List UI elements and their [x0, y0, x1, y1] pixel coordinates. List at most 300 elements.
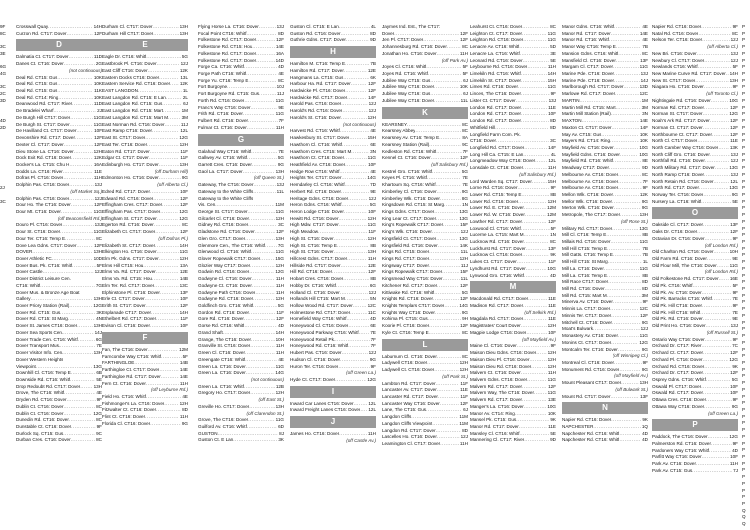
street-name: Ladywell CT16: Dover [382, 360, 428, 366]
grid-reference: 8C [642, 50, 648, 56]
street-entry [198, 58, 284, 65]
leader-dots [609, 165, 641, 172]
street-name: DOVER [16, 249, 33, 255]
leader-dots [340, 169, 370, 176]
street-name: Norman Ct. CT17: Dover [652, 124, 703, 130]
grid-reference: 8C [642, 171, 648, 177]
street-name: Godwyne Cl. CT16: Dover [198, 276, 252, 282]
leader-dots [252, 44, 274, 51]
street-name: Gore Rd. CT16: Dover [198, 316, 244, 322]
grid-reference: 10G [547, 265, 556, 271]
grid-reference: 1L [642, 259, 648, 265]
street-name: Gordon Rd. CT16: Dover [198, 309, 250, 315]
edge-fragment: P [742, 319, 746, 325]
street-name: Kittiwake Rd. CT16: Whitf [382, 289, 435, 295]
street-name: Downside Rd. CT16: Whitf [16, 376, 71, 382]
grid-reference: 4L [370, 24, 376, 29]
street-entry [102, 347, 188, 354]
leader-dots [611, 313, 639, 320]
street-name: Martin Mill Rd. CT15: Mart [562, 104, 616, 110]
street-name: Gorse Rd. CT16: Whitf [198, 323, 245, 329]
street-entry [652, 105, 738, 112]
leader-dots [434, 367, 458, 374]
leader-dots [702, 454, 729, 461]
grid-reference: 11F [180, 316, 188, 322]
grid-reference: 10K [639, 131, 648, 137]
leader-dots [145, 296, 179, 303]
street-entry [470, 192, 556, 199]
leader-dots [143, 263, 178, 270]
street-name: North Camber Way CT16: Dover [652, 144, 719, 150]
street-entry [16, 424, 102, 431]
street-name: East Langdon Rd. CT15: E Lan [102, 94, 166, 100]
street-name: Kingsway CT17: Dover [382, 262, 429, 268]
street-name: Old Flour Mill, The CT16: Dover [652, 262, 717, 268]
leader-dots [524, 239, 549, 246]
street-name: Viewpoint [16, 363, 36, 369]
grid-reference: 8D [550, 124, 556, 130]
street-name: Old Charlton Rd. CT16: Dover [652, 249, 714, 255]
grid-reference: 4L [550, 151, 556, 157]
leader-dots [245, 357, 277, 364]
leader-dots [522, 384, 547, 391]
leader-dots [593, 424, 640, 431]
section-letter-header: O [652, 207, 738, 219]
street-name: Franc's Way CT16: Dover [198, 104, 251, 110]
leader-dots [523, 58, 550, 65]
street-entry [382, 360, 468, 367]
grid-reference: 14B [179, 360, 188, 366]
street-entry [198, 256, 284, 263]
grid-reference: 12F [460, 296, 468, 302]
street-name: Fishmonger's La. CT16: Dover [102, 400, 165, 406]
street-entry [16, 31, 102, 38]
edge-fragment: P [742, 259, 746, 265]
grid-reference: 4D [732, 447, 738, 453]
leader-dots [60, 229, 92, 236]
street-name: Oaks Dr. CT16: Dover [652, 229, 698, 235]
grid-reference: 5F [462, 64, 468, 70]
street-entry [382, 44, 468, 51]
street-entry [562, 84, 648, 91]
grid-reference: 9E [278, 104, 284, 110]
leader-dots [703, 111, 729, 118]
street-name: Noah's Ark Rd. CT17: Dover [652, 118, 710, 124]
street-entry [470, 105, 556, 112]
street-name: Dour Ter. CT16: Temp E [16, 235, 66, 241]
grid-reference: 9F [642, 299, 648, 305]
street-name: Oswald Rd. CT17: Dover [652, 390, 704, 396]
grid-reference: 11H [179, 414, 188, 420]
edge-grid-ref: 3C [0, 84, 6, 90]
leader-dots [256, 37, 275, 44]
street-entry [562, 132, 648, 139]
street-entry [198, 44, 284, 51]
index-note [562, 387, 648, 394]
street-name: Crosswall Quay [16, 24, 49, 29]
street-entry [290, 236, 376, 243]
street-entry [198, 310, 284, 317]
grid-reference: 9F [550, 343, 556, 349]
street-name: Madison Rd. CT17: Dover [470, 303, 524, 309]
leader-dots [251, 105, 278, 112]
street-entry [652, 441, 738, 448]
grid-reference: 13A [179, 262, 188, 268]
street-name: Durlock Sq. CT15: Gus [16, 430, 64, 436]
edge-grid-ref: 3E [0, 50, 6, 56]
edge-grid-ref [0, 427, 12, 434]
leader-dots [341, 31, 370, 38]
street-entry [562, 165, 648, 172]
grid-reference: 7E [96, 343, 102, 349]
street-name: Focal Point CT16: Whitf [198, 30, 247, 36]
leader-dots [243, 169, 275, 176]
street-entry [290, 229, 376, 236]
leader-dots [146, 394, 181, 401]
leader-dots [519, 44, 549, 51]
leader-dots [244, 316, 275, 323]
leader-dots [436, 428, 462, 435]
leader-dots [608, 279, 641, 286]
grid-reference: 11E [548, 316, 556, 322]
edge-fragment: Q [742, 507, 746, 513]
grid-reference: 8C [462, 121, 468, 127]
grid-reference: 8C [462, 329, 468, 335]
street-name: Eastern Service Rd. CT16: Dover [102, 81, 171, 87]
street-entry [102, 249, 188, 256]
leader-dots [517, 343, 550, 350]
street-entry [198, 296, 284, 303]
edge-fragment: P [742, 393, 746, 399]
grid-reference: 14J [640, 77, 648, 83]
street-entry [290, 350, 376, 357]
street-name: Fitzwalter Ct. CT16: Dover [102, 407, 157, 413]
street-name: Kings Gdns. CT17: Dover [382, 208, 435, 214]
street-name: High St. CT16: Dover [290, 235, 334, 241]
street-name: Orchard Ct. CT17: Dover [652, 350, 704, 356]
street-name: Moat's Bulwark [562, 326, 594, 332]
street-name: Guston Cl. CT15: E Lan [290, 24, 339, 29]
grid-reference: 12F [730, 370, 738, 376]
edge-grid-ref [0, 441, 12, 448]
street-entry [16, 397, 102, 404]
grid-reference: 13L [180, 74, 188, 80]
street-name: Mayers Rd. CT14: Ring [562, 138, 610, 144]
leader-dots [243, 111, 275, 118]
grid-reference: 9G [181, 420, 188, 426]
street-entry [198, 155, 284, 162]
leader-dots [522, 397, 547, 404]
index-column [16, 24, 102, 444]
leader-dots [423, 37, 459, 44]
grid-reference: 11J [180, 121, 188, 127]
edge-grid-ref [0, 299, 12, 306]
leader-dots [69, 196, 93, 203]
leader-dots [520, 51, 550, 58]
street-entry [470, 239, 556, 246]
grid-reference: 11M [459, 414, 468, 420]
grid-reference: 11E [548, 104, 556, 110]
grid-reference: 9G [641, 319, 648, 325]
leader-dots [150, 421, 181, 428]
grid-reference: 9G [461, 188, 468, 194]
grid-reference: 9H [462, 316, 468, 322]
street-entry [470, 273, 556, 280]
leader-dots [432, 169, 461, 176]
grid-reference: 8C [182, 222, 188, 228]
street-entry [102, 421, 188, 428]
leader-dots [156, 269, 179, 276]
street-entry [652, 125, 738, 132]
street-entry [290, 189, 376, 196]
index-note [562, 219, 648, 226]
leader-dots [69, 162, 92, 169]
street-entry [382, 276, 468, 283]
street-entry [382, 142, 468, 149]
edge-grid-ref [0, 259, 12, 266]
leader-dots [250, 390, 274, 397]
leader-dots [161, 374, 179, 381]
leader-dots [227, 84, 275, 91]
note-text: (off Durham Hill) [154, 168, 188, 174]
street-name: Millais Rd. CT16: Dover [562, 239, 611, 244]
street-entry [16, 283, 102, 290]
street-entry [102, 222, 188, 229]
leader-dots [708, 434, 729, 441]
street-entry [652, 118, 738, 125]
street-entry [16, 61, 102, 68]
street-entry [198, 98, 284, 105]
leader-dots [439, 135, 461, 142]
street-entry [382, 222, 468, 229]
leader-dots [612, 125, 640, 132]
street-name: Hudson Cl. CT16: Dover [290, 356, 341, 362]
grid-reference: 7E [732, 296, 738, 302]
street-entry [652, 158, 738, 165]
grid-reference: 11J [276, 91, 284, 97]
street-name: Martin Mill Station (Rail) [562, 111, 611, 117]
street-name: Knights Way CT16: Dover [382, 309, 435, 315]
street-name: Mill La. CT16: Temp E [562, 272, 608, 278]
street-entry [198, 64, 284, 71]
street-name: Parfitt Way CT16: Dover [652, 454, 702, 460]
grid-reference: 14H [547, 71, 556, 77]
street-entry [652, 310, 738, 317]
street-name: Kearsney Abbey [382, 128, 416, 134]
street-entry [652, 448, 738, 455]
leader-dots [611, 394, 640, 401]
grid-reference: 10G [547, 403, 556, 409]
street-entry [652, 296, 738, 303]
street-name: Hillcrest Gdns. CT17: Dover [290, 256, 348, 261]
edge-grid-ref [0, 239, 12, 246]
leader-dots [60, 343, 95, 350]
street-name: Hobby Dr. CT16: Whitf [290, 282, 336, 288]
street-entry [652, 377, 738, 384]
street-name: Magdala Rd. CT17: Dover [470, 316, 524, 322]
grid-reference: 7G [95, 282, 102, 288]
street-name: Maine Cl. CT16: Dover [470, 343, 517, 349]
street-entry [16, 236, 102, 243]
edge-grid-ref [0, 347, 12, 354]
edge-fragment: P [742, 138, 746, 144]
leader-dots [353, 303, 367, 310]
leader-dots [703, 350, 729, 357]
leader-dots [526, 266, 547, 273]
leader-dots [526, 246, 547, 253]
street-name: East Ramp CT16: Dover [102, 128, 153, 134]
street-name: Durham Hill CT17: Dover [102, 30, 154, 36]
street-name: Paddock, The CT16: Dover [652, 434, 708, 440]
street-entry [652, 229, 738, 236]
leader-dots [523, 152, 550, 159]
index-note [102, 387, 188, 394]
street-name: Manor Gdns. CT16: Whitf [562, 24, 615, 29]
section-letter-header: F [102, 332, 188, 344]
grid-reference: 11M [459, 420, 468, 426]
street-name: Mount Rd. CT17: Dover [562, 393, 611, 399]
street-name: Hawkesbury St. CT17: Dover [290, 135, 350, 141]
edge-grid-ref [0, 286, 12, 293]
street-entry [470, 158, 556, 165]
leader-dots [159, 256, 179, 263]
street-name: Orchard Dr. CT17: River [652, 343, 702, 349]
street-entry [198, 169, 284, 176]
street-entry [382, 51, 468, 58]
street-entry [198, 78, 284, 85]
leader-dots [154, 222, 181, 229]
leader-dots [218, 431, 279, 438]
street-entry [470, 397, 556, 404]
leader-dots [443, 222, 459, 229]
street-entry [290, 269, 376, 276]
street-name: KEARSNEY [382, 121, 408, 127]
grid-reference: 9E [732, 256, 738, 261]
grid-reference: 12H [459, 256, 468, 261]
leader-dots [233, 437, 277, 444]
street-name: Malvern Rd. CT17: Dover [470, 397, 523, 403]
leader-dots [347, 316, 370, 323]
edge-grid-ref [0, 138, 12, 145]
grid-reference: 12H [179, 256, 188, 261]
grid-reference: 12F [94, 141, 102, 147]
grid-reference: 12G [639, 339, 648, 345]
street-name: Deal Rd. CT14: Ring [16, 94, 59, 100]
street-entry [652, 145, 738, 152]
street-entry [102, 189, 188, 196]
grid-reference: 9D [550, 437, 556, 443]
leader-dots [705, 158, 730, 165]
edge-grid-ref [0, 105, 12, 112]
edge-grid-ref [0, 400, 12, 407]
street-name: Jen Pl. CT17: Dover [382, 37, 424, 43]
grid-reference: 13H [275, 403, 284, 409]
leader-dots [168, 115, 180, 122]
street-name: Old Print Ho. CT16: Dover [652, 323, 706, 329]
street-name: New Bri. CT16: Dover [652, 50, 697, 56]
street-name: Edward Rd. CT16: Dover [102, 195, 154, 201]
grid-reference: 11G [729, 262, 738, 268]
street-name: Harold's Rd. CT16: Dover [290, 108, 343, 114]
grid-reference: 11G [93, 208, 102, 214]
street-entry [470, 78, 556, 85]
street-name: Erle Ct. CT17: Dover [102, 296, 145, 302]
street-entry [562, 31, 648, 38]
edge-fragment: P [742, 151, 746, 157]
street-entry [16, 222, 102, 229]
grid-reference: 4E [370, 168, 376, 174]
leader-dots [155, 243, 178, 250]
street-entry [382, 310, 468, 317]
leader-dots [711, 98, 729, 105]
grid-reference: 4E [370, 128, 376, 134]
grid-reference: 8C [462, 353, 468, 359]
street-entry [290, 401, 376, 408]
street-name: Folkestone Rd. CT17: Dover [198, 57, 257, 63]
leader-dots [72, 101, 93, 108]
street-entry [382, 98, 468, 105]
grid-reference: 10H [729, 249, 738, 255]
street-name: Goldfinch Gro. CT16: Whitf [198, 303, 254, 309]
street-name: Kingsdown Rd. CT15: St Marg [382, 202, 445, 208]
grid-reference: 13J [730, 171, 738, 177]
leader-dots [428, 316, 461, 323]
street-entry [382, 189, 468, 196]
grid-reference: 11F [548, 259, 556, 265]
street-entry [382, 354, 468, 361]
street-entry [290, 31, 376, 38]
grid-reference: 12F [368, 269, 376, 275]
grid-reference: 11L [460, 276, 468, 282]
leader-dots [244, 98, 274, 105]
street-entry [470, 316, 556, 323]
street-name: Dofras Pl. CT16: Dover [16, 175, 64, 181]
leader-dots [522, 31, 547, 38]
street-entry [470, 165, 556, 172]
grid-reference: 12F [180, 229, 188, 235]
street-name: Longmeadow Way CT16: Dover [470, 158, 536, 164]
index-note [198, 377, 284, 384]
street-entry [562, 380, 648, 387]
index-note [198, 411, 284, 418]
leader-dots [516, 417, 549, 424]
street-name: Mount Pleasant CT17: Dover [562, 380, 622, 386]
leader-dots [250, 263, 274, 270]
grid-reference: 8C [278, 77, 284, 83]
grid-reference: 12H [275, 262, 284, 268]
leader-dots [151, 310, 179, 317]
street-entry [102, 162, 188, 169]
street-entry [562, 179, 648, 186]
street-entry [198, 357, 284, 364]
street-name: Mayfield Av. CT16: Dover [562, 144, 614, 150]
street-entry [102, 75, 188, 82]
edge-fragment: P [742, 292, 746, 298]
leader-dots [348, 343, 369, 350]
street-name: Lowther Rd. CT17: Dover [470, 218, 523, 224]
leader-dots [447, 44, 461, 51]
leader-dots [521, 226, 550, 233]
street-name: Longfield Farm Com. Pk. [470, 131, 521, 137]
street-entry [470, 252, 556, 259]
street-entry [16, 101, 102, 108]
leader-dots [48, 24, 92, 31]
street-entry [652, 468, 738, 475]
street-name: Harold's St. CT16: Dover [290, 114, 341, 120]
street-entry [102, 95, 188, 102]
street-name: Kohima Pl. CT15: Gus [382, 316, 428, 322]
leader-dots [613, 64, 639, 71]
